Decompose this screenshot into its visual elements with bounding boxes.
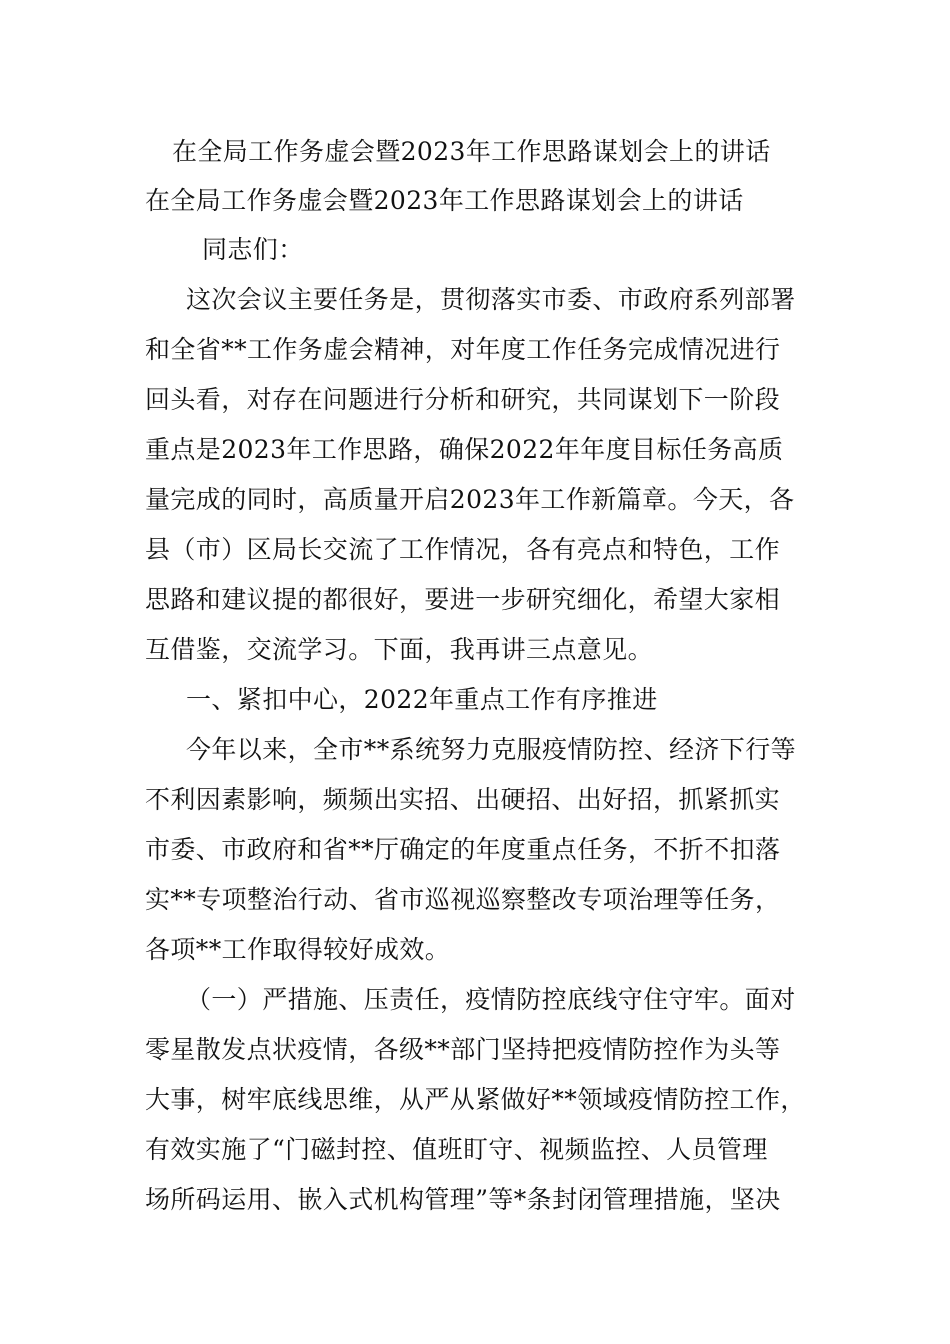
paragraph-line: 不利因素影响，频频出实招、出硬招、出好招，抓紧抓实 <box>145 785 781 814</box>
paragraph-line: 场所码运用、嵌入式机构管理”等*条封闭管理措施，坚决 <box>145 1185 781 1214</box>
document-title-line-1: 在全局工作务虚会暨2023年工作思路谋划会上的讲话 <box>172 137 771 166</box>
paragraph-line: 零星散发点状疫情，各级**部门坚持把疫情防控作为头等 <box>145 1035 781 1064</box>
paragraph-line: 回头看，对存在问题进行分析和研究，共同谋划下一阶段 <box>145 385 781 414</box>
paragraph-line: 有效实施了“门磁封控、值班盯守、视频监控、人员管理 <box>145 1135 768 1164</box>
salutation: 同志们： <box>202 235 304 264</box>
paragraph-line: 今年以来，全市**系统努力克服疫情防控、经济下行等 <box>186 735 797 764</box>
paragraph-line: 市委、市政府和省**厅确定的年度重点任务，不折不扣落 <box>145 835 781 864</box>
section-heading: 一、紧扣中心，2022年重点工作有序推进 <box>186 685 658 714</box>
subsection-paragraph-line: （一）严措施、压责任，疫情防控底线守住守牢。面对 <box>186 985 796 1014</box>
paragraph-line: 互借鉴，交流学习。下面，我再讲三点意见。 <box>145 635 654 664</box>
paragraph-line: 量完成的同时，高质量开启2023年工作新篇章。今天，各 <box>145 485 795 514</box>
paragraph-line: 和全省**工作务虚会精神，对年度工作任务完成情况进行 <box>145 335 781 364</box>
paragraph-line: 思路和建议提的都很好，要进一步研究细化，希望大家相 <box>145 585 781 614</box>
paragraph-line: 各项**工作取得较好成效。 <box>145 935 451 964</box>
paragraph-line: 这次会议主要任务是，贯彻落实市委、市政府系列部署 <box>186 285 796 314</box>
document-title-line-2: 在全局工作务虚会暨2023年工作思路谋划会上的讲话 <box>145 186 744 215</box>
paragraph-line: 重点是2023年工作思路，确保2022年年度目标任务高质 <box>145 435 784 464</box>
paragraph-line: 县（市）区局长交流了工作情况，各有亮点和特色，工作 <box>145 535 781 564</box>
paragraph-line: 大事，树牢底线思维，从严从紧做好**领域疫情防控工作， <box>145 1085 806 1114</box>
paragraph-line: 实**专项整治行动、省市巡视巡察整改专项治理等任务， <box>145 885 781 914</box>
